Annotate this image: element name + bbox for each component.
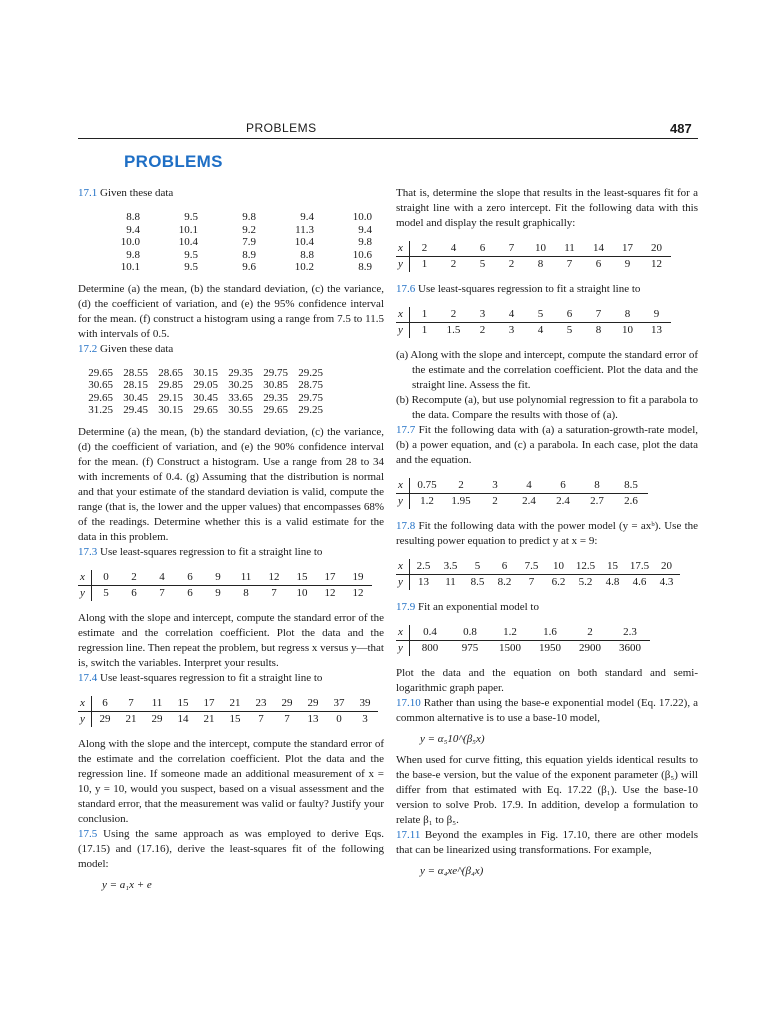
grid-cell: 29.65: [88, 366, 113, 379]
grid-cell: 9.8: [358, 236, 372, 248]
x-cell: 17.5: [626, 559, 653, 575]
x-cell: 29: [274, 696, 300, 712]
y-cell: 12: [352, 586, 364, 599]
problem-17-10-tasks: When used for curve fitting, this equation yields identical results to the base-e version, but the value of the exponent parameter (β₅) will differ from that estimated with Eq. 17.22 (β₁). Use the base-10 version to solve Prob. 17.9. In addition, develop a formulation to relate β₁ to β₅.: [396, 754, 698, 826]
x-cell: 17: [613, 241, 642, 257]
y-label: y: [396, 323, 410, 338]
grid-cell: 29.45: [123, 404, 148, 416]
grid-cell: 29.15: [158, 391, 183, 404]
y-cell: 11: [445, 576, 456, 588]
x-cell: 8: [613, 307, 642, 323]
equation-17-5: y = a₁x + e: [102, 878, 152, 891]
y-cell: 1500: [499, 642, 521, 654]
section-title: PROBLEMS: [124, 152, 223, 171]
grid-cell: 9.8: [126, 248, 140, 261]
x-cell: 3: [468, 307, 497, 323]
grid-cell: 29.25: [298, 366, 323, 379]
problem-17-7: 17.7 Fit the following data with (a) a saturation-growth-rate model, (b) a power equation, and (c) a parabola. In each case, plot the data and the equation.: [396, 424, 698, 466]
x-label: x: [396, 307, 410, 323]
x-label: x: [78, 696, 92, 712]
x-cell: 6: [491, 559, 518, 575]
y-cell: 8: [537, 258, 544, 270]
x-cell: 2: [444, 478, 478, 494]
grid-cell: 28.75: [298, 379, 323, 391]
grid-cell: 29.75: [263, 366, 288, 379]
x-cell: 21: [222, 696, 248, 712]
grid-cell: 30.65: [88, 379, 113, 391]
x-cell: 6: [468, 241, 497, 257]
y-cell: 4: [537, 324, 544, 336]
x-label: x: [396, 478, 410, 494]
y-cell: 2.4: [522, 495, 536, 507]
y-cell: 1: [421, 324, 428, 336]
grid-cell: 30.55: [228, 404, 253, 416]
header-rule: [78, 138, 698, 139]
x-cell: 12.5: [572, 559, 599, 575]
y-cell: 1: [421, 258, 428, 270]
y-cell: 6: [187, 586, 193, 599]
y-cell: 0: [336, 712, 342, 725]
problem-17-2-tasks: Determine (a) the mean, (b) the standard deviation, (c) the variance, (d) the coefficient of variation, and (e) the 90% confidence interval for the mean. (f) Construct a histogram. Use a range from 28 to 34 with increments of 0.4. (g) Assuming that the distribution is normal and that your estimate of the standard deviation is valid, compute the range (that is, the lower and the upper values) that encompasses 68% of the readings. Determine whether this is a valid estimate for the data in this problem.: [78, 425, 384, 543]
x-label: x: [78, 570, 92, 586]
y-cell: 2: [508, 258, 515, 270]
x-cell: 4: [512, 478, 546, 494]
y-cell: 8: [243, 586, 249, 599]
y-cell: 1950: [539, 642, 561, 654]
y-cell: 1.95: [451, 495, 471, 507]
x-cell: 4: [439, 241, 468, 257]
y-cell: 1.2: [420, 495, 434, 507]
data-grid-17-2: [78, 367, 323, 417]
x-cell: 1.2: [490, 625, 530, 641]
x-cell: 29: [300, 696, 326, 712]
y-cell: 1.5: [446, 324, 461, 336]
x-cell: 17: [196, 696, 222, 712]
xy-table-17-6: [396, 307, 698, 338]
y-cell: 4.6: [632, 576, 647, 588]
grid-cell: 10.1: [178, 223, 198, 236]
equation-17-10: y = α₅10^(β₅x): [420, 733, 485, 745]
grid-cell: 10.1: [120, 261, 140, 273]
problem-number: 17.10: [396, 697, 421, 709]
problem-number: 17.3: [78, 545, 98, 558]
y-cell: 7: [159, 586, 165, 599]
grid-cell: 10.2: [294, 261, 314, 273]
xy-table-17-3: [78, 570, 384, 601]
grid-cell: 29.25: [298, 404, 323, 416]
problem-17-10: 17.10 Rather than using the base-e exponential model (Eq. 17.22), a common alternative is to use a base-10 model,: [396, 697, 698, 724]
x-cell: 1.6: [530, 625, 570, 641]
x-cell: 6: [546, 478, 580, 494]
y-cell: 2.7: [590, 495, 604, 507]
problem-number: 17.5: [78, 827, 98, 840]
x-label: x: [396, 625, 410, 641]
x-cell: 3: [478, 478, 512, 494]
x-cell: 2.5: [410, 559, 437, 575]
xy-table-17-9: [396, 625, 698, 656]
x-cell: 3.5: [437, 559, 464, 575]
grid-cell: 10.4: [178, 236, 198, 248]
x-cell: 23: [248, 696, 274, 712]
x-cell: 0.8: [450, 625, 490, 641]
x-cell: 39: [352, 696, 378, 712]
x-cell: 37: [326, 696, 352, 712]
problem-17-4-tasks: Along with the slope and the intercept, compute the standard error of the estimate and the correlation coefficient. Plot the data and the regression line. If someone made an additional measurement of x = 10, y = 10, would you suspect, based on a visual assessment and the standard error, that the measurement was valid or faulty? Justify your conclusion.: [78, 737, 384, 825]
page-number: 487: [670, 121, 692, 136]
y-cell: 7: [528, 576, 535, 588]
x-cell: 2: [410, 241, 439, 257]
equation-17-11: y = α₄xe^(β₄x): [420, 865, 484, 877]
x-cell: 11: [144, 696, 170, 712]
grid-cell: 29.65: [88, 391, 113, 404]
grid-cell: 29.75: [298, 391, 323, 404]
x-cell: 14: [584, 241, 613, 257]
y-cell: 6: [595, 258, 602, 270]
y-cell: 6: [131, 586, 137, 599]
problem-17-3: 17.3 Use least-squares regression to fit a straight line to: [78, 545, 323, 558]
grid-cell: 7.9: [242, 236, 256, 248]
problem-17-6-part-a: (a) Along with the slope and intercept, compute the standard error of the estimate and the correlation coefficient. Plot the data and the straight line. Assess the fit.: [396, 349, 698, 391]
grid-cell: 9.8: [242, 211, 256, 223]
problem-17-1: 17.1 Given these data: [78, 187, 174, 199]
x-cell: 7.5: [518, 559, 545, 575]
y-cell: 975: [461, 642, 479, 654]
grid-cell: 10.0: [352, 211, 372, 223]
x-cell: 15: [599, 559, 626, 575]
left-column: [78, 186, 384, 899]
x-cell: 6: [176, 570, 204, 586]
y-cell: 8: [595, 324, 602, 336]
grid-cell: 9.5: [184, 248, 198, 261]
grid-cell: 10.0: [120, 236, 140, 248]
y-label: y: [78, 712, 92, 727]
grid-cell: 9.4: [126, 223, 140, 236]
problem-17-5-continued: That is, determine the slope that results in the least-squares fit for a straight line with a zero intercept. Fit the following data with this model and display the result graphically:: [396, 187, 698, 229]
problem-17-3-tasks: Along with the slope and intercept, compute the standard error of the estimate and the correlation coefficient. Plot the data and the regression line. Then repeat the problem, but regress x versus y—that is, switch the variables. Interpret your results.: [78, 611, 384, 669]
y-cell: 6.2: [551, 576, 566, 588]
x-cell: 4: [497, 307, 526, 323]
right-column: [396, 186, 698, 885]
x-cell: 0: [92, 570, 120, 586]
y-label: y: [396, 494, 410, 509]
grid-cell: 29.65: [193, 404, 218, 416]
grid-cell: 11.3: [295, 223, 314, 236]
y-cell: 2900: [579, 642, 601, 654]
x-cell: 19: [344, 570, 372, 586]
problem-number: 17.9: [396, 601, 416, 613]
y-cell: 12: [324, 586, 336, 599]
x-cell: 0.4: [410, 625, 450, 641]
grid-cell: 9.2: [242, 223, 256, 236]
problem-17-8: 17.8 Fit the following data with the power model (y = axᵇ). Use the resulting power equation to predict y at x = 9:: [396, 520, 699, 547]
y-cell: 2.4: [556, 495, 570, 507]
problem-17-2: 17.2 Given these data: [78, 342, 174, 355]
grid-cell: 8.8: [300, 248, 314, 261]
y-cell: 5: [566, 324, 573, 336]
problem-17-6: 17.6 Use least-squares regression to fit a straight line to: [396, 283, 641, 295]
y-cell: 2.6: [624, 495, 638, 507]
y-cell: 5: [479, 258, 486, 270]
y-cell: 7: [271, 586, 277, 599]
y-cell: 29: [151, 712, 163, 725]
grid-cell: 9.4: [358, 223, 372, 236]
x-cell: 2: [570, 625, 610, 641]
y-cell: 9: [624, 258, 631, 270]
y-cell: 12: [651, 258, 662, 270]
x-cell: 9: [204, 570, 232, 586]
grid-cell: 10.4: [294, 236, 314, 248]
y-cell: 2: [492, 495, 498, 507]
y-label: y: [78, 586, 92, 601]
grid-cell: 28.15: [123, 379, 148, 391]
grid-cell: 28.65: [158, 366, 183, 379]
y-cell: 5: [103, 586, 109, 599]
y-cell: 15: [229, 712, 241, 725]
problem-17-6-part-b: (b) Recompute (a), but use polynomial regression to fit a parabola to the data. Compare the results with those of (a).: [396, 394, 698, 421]
x-cell: 7: [118, 696, 144, 712]
y-cell: 13: [418, 576, 429, 588]
y-label: y: [396, 575, 410, 590]
grid-cell: 29.05: [193, 379, 218, 391]
y-label: y: [396, 257, 410, 272]
grid-cell: 10.6: [352, 248, 372, 261]
problem-number: 17.1: [78, 187, 98, 199]
x-cell: 6: [92, 696, 118, 712]
y-cell: 800: [421, 642, 439, 654]
problem-number: 17.11: [396, 829, 421, 841]
grid-cell: 30.25: [228, 379, 253, 391]
x-cell: 11: [232, 570, 260, 586]
x-cell: 4: [148, 570, 176, 586]
grid-cell: 29.35: [263, 391, 288, 404]
x-cell: 2: [439, 307, 468, 323]
y-cell: 13: [307, 712, 319, 725]
grid-cell: 30.15: [193, 366, 218, 379]
y-cell: 3: [508, 324, 515, 336]
grid-cell: 9.4: [300, 211, 314, 223]
xy-table-17-7: [396, 478, 698, 509]
x-cell: 11: [555, 241, 584, 257]
y-cell: 5.2: [578, 576, 593, 588]
grid-cell: 29.35: [228, 366, 253, 379]
x-cell: 8: [580, 478, 614, 494]
y-cell: 14: [177, 712, 189, 725]
grid-cell: 30.15: [158, 404, 183, 416]
y-cell: 29: [99, 712, 111, 725]
x-cell: 17: [316, 570, 344, 586]
problem-17-9: 17.9 Fit an exponential model to: [396, 601, 539, 613]
problem-17-5: 17.5 Using the same approach as was employed to derive Eqs. (17.15) and (17.16), derive the least-squares fit of the following model:: [78, 827, 384, 870]
x-cell: 15: [170, 696, 196, 712]
x-cell: 5: [526, 307, 555, 323]
problem-17-4: 17.4 Use least-squares regression to fit a straight line to: [78, 671, 323, 684]
grid-cell: 30.45: [123, 391, 148, 404]
y-cell: 8.5: [470, 576, 485, 588]
x-cell: 2: [120, 570, 148, 586]
x-cell: 12: [260, 570, 288, 586]
x-cell: 10: [526, 241, 555, 257]
y-label: y: [396, 641, 410, 656]
y-cell: 13: [651, 324, 662, 336]
y-cell: 9: [215, 586, 221, 599]
y-cell: 4.3: [659, 576, 674, 588]
y-cell: 3: [362, 712, 368, 725]
problem-number: 17.4: [78, 671, 98, 684]
problem-number: 17.8: [396, 520, 416, 532]
problem-number: 17.2: [78, 342, 98, 355]
y-cell: 21: [203, 712, 215, 725]
y-cell: 4.8: [605, 576, 620, 588]
problem-17-11: 17.11 Beyond the examples in Fig. 17.10, there are other models that can be linearized using transformations. For example,: [396, 829, 699, 856]
x-cell: 20: [653, 559, 680, 575]
grid-cell: 29.65: [263, 404, 288, 416]
x-cell: 20: [642, 241, 671, 257]
y-cell: 10: [296, 586, 308, 599]
grid-cell: 33.65: [228, 391, 253, 404]
grid-cell: 8.9: [358, 261, 372, 273]
grid-cell: 9.5: [184, 261, 198, 273]
x-cell: 0.75: [410, 478, 444, 494]
y-cell: 7: [284, 712, 290, 725]
x-cell: 2.3: [610, 625, 650, 641]
running-title: PROBLEMS: [246, 121, 317, 135]
x-cell: 7: [584, 307, 613, 323]
y-cell: 21: [125, 712, 137, 725]
y-cell: 10: [622, 324, 633, 336]
grid-cell: 8.9: [242, 248, 256, 261]
data-grid-17-1: [82, 211, 372, 274]
x-label: x: [396, 241, 410, 257]
xy-table-17-5: [396, 241, 698, 272]
problem-number: 17.6: [396, 283, 416, 295]
grid-cell: 9.5: [184, 211, 198, 223]
grid-cell: 8.8: [126, 211, 140, 223]
xy-table-17-4: [78, 696, 384, 727]
problem-number: 17.7: [396, 424, 416, 436]
x-cell: 1: [410, 307, 439, 323]
problem-17-1-tasks: Determine (a) the mean, (b) the standard deviation, (c) the variance, (d) the coefficient of variation, and (e) the 95% confidence interval for the mean. (f) construct a histogram using a range from 7.5 to 11.5 with intervals of 0.5.: [78, 282, 384, 340]
x-cell: 6: [555, 307, 584, 323]
x-cell: 5: [464, 559, 491, 575]
grid-cell: 30.85: [263, 379, 288, 391]
grid-cell: 9.6: [242, 261, 256, 273]
x-cell: 9: [642, 307, 671, 323]
x-cell: 7: [497, 241, 526, 257]
y-cell: 2: [479, 324, 486, 336]
y-cell: 2: [450, 258, 457, 270]
grid-cell: 30.45: [193, 391, 218, 404]
x-label: x: [396, 559, 410, 575]
x-cell: 8.5: [614, 478, 648, 494]
y-cell: 7: [258, 712, 264, 725]
y-cell: 3600: [619, 642, 641, 654]
x-cell: 10: [545, 559, 572, 575]
y-cell: 7: [566, 258, 573, 270]
grid-cell: 28.55: [123, 366, 148, 379]
problem-17-9-tasks: Plot the data and the equation on both standard and semi-logarithmic graph paper.: [396, 667, 698, 694]
xy-table-17-8: [396, 559, 698, 590]
y-cell: 8.2: [497, 576, 512, 588]
x-cell: 15: [288, 570, 316, 586]
grid-cell: 31.25: [88, 404, 113, 416]
grid-cell: 29.85: [158, 379, 183, 391]
